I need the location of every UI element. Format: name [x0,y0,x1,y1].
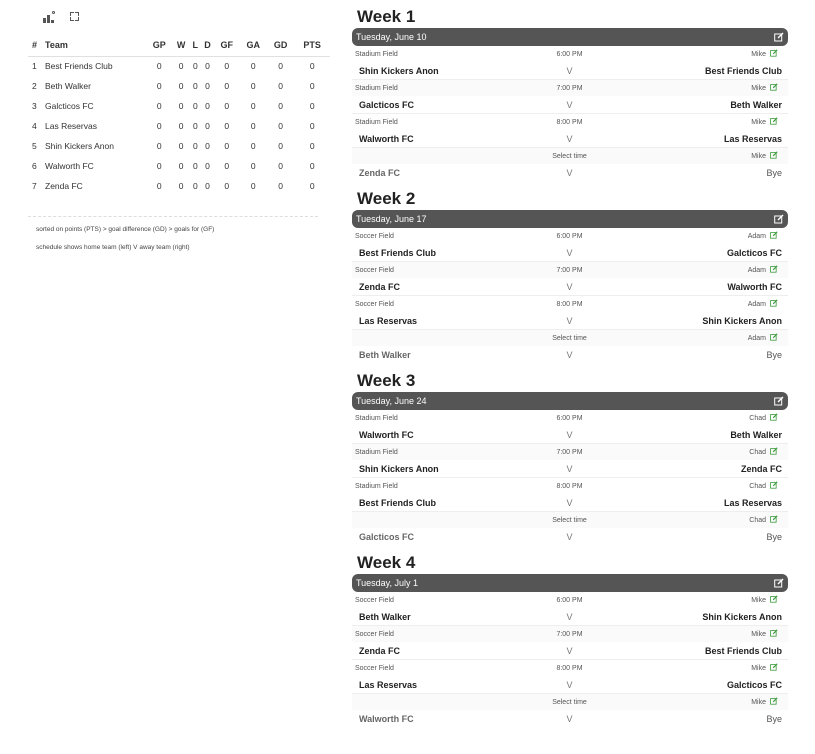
game-meta [352,228,788,244]
game-teams [352,130,788,148]
edit-icon[interactable] [770,83,778,93]
stat-cell: 1 [32,61,37,72]
versus-label: V [566,247,573,258]
field-name[interactable]: Soccer Field [355,266,394,274]
standings-col-header[interactable]: GD [267,34,294,56]
game-meta [352,296,788,312]
stat-cell: 0 [309,181,315,191]
game-meta [352,330,788,346]
official [647,515,788,525]
away-team[interactable]: Beth Walker [730,99,782,110]
stat-cell: 0 [224,61,230,72]
official [647,117,788,127]
stat-cell: 4 [32,121,37,131]
away-team[interactable]: Las Reservas [723,133,782,144]
game-time[interactable]: Select time [552,516,587,524]
week-section [352,0,788,182]
game-time[interactable]: 6:00 PM [556,596,583,604]
week-section [352,546,788,728]
versus-label: V [566,611,573,622]
stat-cell: 0 [192,61,198,72]
stat-cell: 0 [250,121,256,131]
home-team[interactable]: Beth Walker [359,611,411,622]
table-row [28,156,330,176]
table-row [28,96,330,116]
week-date: Tuesday, June 10 [356,32,427,42]
week-date-bar [352,392,788,410]
edit-icon[interactable] [774,32,784,42]
standings-table [28,34,330,196]
game-time[interactable]: 6:00 PM [556,232,583,240]
game-list [352,46,788,182]
away-team[interactable]: Bye [766,532,782,542]
game-list [352,228,788,364]
week-date: Tuesday, June 17 [356,214,427,224]
game-row [352,148,788,182]
game-list [352,592,788,728]
field-name[interactable]: Soccer Field [355,232,394,240]
stat-cell: 0 [156,141,162,151]
home-team[interactable]: Galcticos FC [359,532,415,542]
sort-note: sorted on points (PTS) > goal difference (GD) > goals for (GF) [36,226,215,233]
edit-icon[interactable] [770,697,778,707]
table-row [28,76,330,96]
schedule-panel [352,0,788,728]
game-meta [352,80,788,96]
edit-icon[interactable] [770,299,778,309]
official [647,413,788,423]
stat-cell: 0 [205,101,210,111]
official [647,481,788,491]
stat-cell: 0 [309,141,315,151]
versus-label: V [566,645,573,656]
edit-icon[interactable] [770,49,778,59]
official-name[interactable]: Mike [751,630,766,638]
edit-icon[interactable] [774,578,784,588]
away-team[interactable]: Best Friends Club [704,65,782,76]
game-meta [352,512,788,528]
game-row [352,262,788,296]
week-title: Week 4 [357,553,416,572]
standings-col-header[interactable]: GF [214,34,239,56]
official [647,265,788,275]
stat-cell: 0 [178,101,184,111]
stat-cell: 0 [178,141,184,151]
stat-cell: 0 [224,121,230,131]
edit-icon[interactable] [770,117,778,127]
stat-cell: 0 [278,61,283,72]
stat-cell: 0 [156,81,162,91]
game-time[interactable]: Select time [552,334,587,342]
versus-label: V [566,133,573,144]
game-teams [352,642,788,660]
versus-label: V [566,679,573,690]
edit-icon[interactable] [770,629,778,639]
team-name-cell[interactable]: Best Friends Club [45,61,113,72]
edit-icon[interactable] [770,231,778,241]
stat-cell: 0 [192,161,198,171]
official-name[interactable]: Adam [747,266,766,274]
table-row [28,176,330,196]
away-team[interactable]: Bye [766,168,782,178]
game-meta [352,626,788,642]
home-team[interactable]: Galcticos FC [359,99,415,110]
stat-cell: 0 [278,121,283,131]
game-time[interactable]: 8:00 PM [556,118,583,126]
stat-cell: 0 [156,121,162,131]
stat-cell: 0 [278,101,283,111]
versus-label: V [566,532,573,542]
stat-cell: 0 [278,161,283,171]
stat-cell: 2 [32,81,37,91]
home-team[interactable]: Las Reservas [359,679,418,690]
stat-cell: 0 [192,121,198,131]
schedule-note: schedule shows home team (left) V away team (right) [36,244,190,251]
game-teams [352,710,788,728]
stat-cell: 0 [309,121,315,131]
edit-icon[interactable] [770,151,778,161]
stat-cell: 0 [224,181,230,191]
official-name[interactable]: Adam [747,300,766,308]
game-time[interactable]: 7:00 PM [556,266,583,274]
game-row [352,694,788,728]
official [647,333,788,343]
stat-cell: 0 [224,81,230,91]
stat-cell: 0 [156,61,162,72]
edit-icon[interactable] [770,595,778,605]
stat-cell: 0 [178,121,184,131]
week-title: Week 3 [357,371,416,390]
official-name[interactable]: Chad [749,448,766,456]
home-team[interactable]: Zenda FC [359,168,401,178]
game-meta [352,660,788,676]
game-row [352,80,788,114]
stat-cell: 0 [178,161,184,171]
away-team[interactable]: Walworth FC [727,281,782,292]
field-name[interactable]: Soccer Field [355,664,394,672]
game-time[interactable]: 6:00 PM [556,414,583,422]
game-row [352,330,788,364]
stat-cell: 0 [205,121,210,131]
away-team[interactable]: Galcticos FC [726,247,782,258]
game-teams [352,96,788,114]
game-meta [352,46,788,62]
official-name[interactable]: Mike [751,50,766,58]
stat-cell: 6 [32,161,37,171]
home-team[interactable]: Best Friends Club [359,497,437,508]
stat-cell: 0 [192,101,198,111]
game-teams [352,312,788,330]
game-time[interactable]: 8:00 PM [556,664,583,672]
home-team[interactable]: Shin Kickers Anon [359,65,439,76]
official-name[interactable]: Mike [751,698,766,706]
away-team[interactable]: Beth Walker [730,429,782,440]
official [647,663,788,673]
game-meta [352,114,788,130]
stat-cell: 0 [309,101,315,111]
team-name-cell[interactable]: Shin Kickers Anon [45,141,114,151]
standings-col-header[interactable]: PTS [294,34,330,56]
official [647,595,788,605]
game-time[interactable]: 7:00 PM [556,630,583,638]
team-name-cell[interactable]: Walworth FC [45,161,94,171]
stat-cell: 0 [309,161,315,171]
official-name[interactable]: Mike [751,152,766,160]
standings-col-header[interactable]: GP [146,34,172,56]
stat-cell: 0 [178,181,184,191]
official-name[interactable]: Mike [751,596,766,604]
edit-icon[interactable] [774,214,784,224]
official-name[interactable]: Chad [749,482,766,490]
game-time[interactable]: 6:00 PM [556,50,583,58]
game-row [352,46,788,80]
game-teams [352,346,788,364]
game-row [352,114,788,148]
game-time[interactable]: Select time [552,698,587,706]
home-team[interactable]: Walworth FC [359,714,414,724]
game-teams [352,676,788,694]
game-meta [352,262,788,278]
stat-cell: 0 [250,161,256,171]
stat-cell: 0 [156,161,162,171]
versus-label: V [566,281,573,292]
game-meta [352,148,788,164]
game-teams [352,164,788,182]
game-meta [352,410,788,426]
home-team[interactable]: Best Friends Club [359,247,437,258]
standings-col-header[interactable]: W [172,34,189,56]
official-name[interactable]: Mike [751,84,766,92]
field-name[interactable]: Stadium Field [355,414,398,422]
stat-cell: 0 [250,181,256,191]
fullscreen-icon[interactable] [68,10,82,24]
official-name[interactable]: Mike [751,664,766,672]
game-time[interactable]: 8:00 PM [556,300,583,308]
standings-col-header[interactable]: # [28,34,42,56]
team-name-cell[interactable]: Zenda FC [45,181,83,191]
stat-cell: 0 [156,101,162,111]
game-teams [352,608,788,626]
stat-cell: 0 [250,61,256,72]
game-time[interactable]: 8:00 PM [556,482,583,490]
stat-cell: 0 [309,61,315,72]
field-name[interactable]: Soccer Field [355,630,394,638]
standings-panel [28,8,330,251]
stat-cell: 0 [224,141,230,151]
away-team[interactable]: Las Reservas [723,497,782,508]
away-team[interactable]: Galcticos FC [726,679,782,690]
field-name[interactable]: Stadium Field [355,118,398,126]
versus-label: V [566,429,573,440]
stat-cell: 0 [224,101,230,111]
official [647,49,788,59]
official-name[interactable]: Mike [751,118,766,126]
stat-cell: 0 [192,181,198,191]
field-name[interactable]: Stadium Field [355,448,398,456]
game-meta [352,478,788,494]
edit-icon[interactable] [770,265,778,275]
stat-cell: 0 [278,141,283,151]
edit-icon[interactable] [770,413,778,423]
stat-cell: 0 [205,81,210,91]
standings-header-row [28,34,330,56]
table-row [28,56,330,76]
stat-cell: 0 [192,141,198,151]
official [647,629,788,639]
home-team[interactable]: Zenda FC [359,645,401,656]
game-row [352,626,788,660]
table-row [28,136,330,156]
home-team[interactable]: Las Reservas [359,315,418,326]
official [647,299,788,309]
field-name[interactable]: Soccer Field [355,596,394,604]
game-time[interactable]: 7:00 PM [556,448,583,456]
game-teams [352,244,788,262]
game-row [352,410,788,444]
official [647,697,788,707]
official [647,151,788,161]
game-teams [352,278,788,296]
podium-icon[interactable] [42,10,56,24]
game-row [352,228,788,262]
away-team[interactable]: Zenda FC [740,463,782,474]
official-name[interactable]: Chad [749,516,766,524]
week-section [352,364,788,546]
away-team[interactable]: Best Friends Club [704,645,782,656]
stat-cell: 0 [205,61,210,72]
versus-label: V [566,714,573,724]
stat-cell: 7 [32,181,37,191]
team-name-cell[interactable]: Las Reservas [45,121,97,131]
home-team[interactable]: Walworth FC [359,429,414,440]
game-row [352,660,788,694]
stat-cell: 0 [309,81,315,91]
stat-cell: 0 [205,161,210,171]
game-teams [352,528,788,546]
stat-cell: 0 [205,181,210,191]
game-teams [352,62,788,80]
week-date: Tuesday, June 24 [356,396,427,406]
game-row [352,512,788,546]
home-team[interactable]: Walworth FC [359,133,414,144]
official [647,447,788,457]
stat-cell: 0 [205,141,210,151]
edit-icon[interactable] [770,663,778,673]
official [647,231,788,241]
stat-cell: 0 [156,181,162,191]
game-meta [352,444,788,460]
field-name[interactable]: Stadium Field [355,50,398,58]
week-section [352,182,788,364]
table-row [28,116,330,136]
game-row [352,444,788,478]
home-team[interactable]: Beth Walker [359,350,411,360]
stat-cell: 0 [278,81,283,91]
stat-cell: 0 [178,81,184,91]
team-name-cell[interactable]: Beth Walker [45,81,91,91]
game-row [352,592,788,626]
stat-cell: 0 [250,141,256,151]
stat-cell: 0 [192,81,198,91]
game-teams [352,460,788,478]
standings-col-header[interactable]: L [190,34,201,56]
game-meta [352,694,788,710]
stat-cell: 3 [32,101,37,111]
stat-cell: 0 [250,101,256,111]
versus-label: V [566,65,573,76]
week-date-bar [352,574,788,592]
stat-cell: 0 [278,181,283,191]
home-team[interactable]: Shin Kickers Anon [359,463,439,474]
team-name-cell[interactable]: Galcticos FC [45,101,94,111]
game-teams [352,426,788,444]
away-team[interactable]: Bye [766,714,782,724]
field-name[interactable]: Soccer Field [355,300,394,308]
game-meta [352,592,788,608]
game-row [352,478,788,512]
stat-cell: 0 [250,81,256,91]
edit-icon[interactable] [770,481,778,491]
away-team[interactable]: Shin Kickers Anon [702,315,782,326]
versus-label: V [566,497,573,508]
week-date: Tuesday, July 1 [356,578,419,588]
stat-cell: 0 [224,161,230,171]
edit-icon[interactable] [770,447,778,457]
standings-col-header[interactable]: Team [42,34,146,56]
divider [28,216,318,217]
edit-icon[interactable] [770,333,778,343]
official [647,83,788,93]
official-name[interactable]: Adam [747,232,766,240]
stat-cell: 0 [178,61,184,72]
away-team[interactable]: Shin Kickers Anon [702,611,782,622]
game-row [352,296,788,330]
home-team[interactable]: Zenda FC [359,281,401,292]
official-name[interactable]: Adam [747,334,766,342]
game-time[interactable]: 7:00 PM [556,84,583,92]
week-date-bar [352,28,788,46]
game-time[interactable]: Select time [552,152,587,160]
versus-label: V [566,315,573,326]
versus-label: V [566,168,573,178]
away-team[interactable]: Bye [766,350,782,360]
standings-toolbar [28,8,330,26]
week-title: Week 2 [357,189,416,208]
edit-icon[interactable] [774,396,784,406]
versus-label: V [566,463,573,474]
game-teams [352,494,788,512]
game-list [352,410,788,546]
stat-cell: 5 [32,141,37,151]
official-name[interactable]: Chad [749,414,766,422]
standings-col-header[interactable]: D [201,34,214,56]
standings-col-header[interactable]: GA [239,34,266,56]
field-name[interactable]: Stadium Field [355,482,398,490]
versus-label: V [566,350,573,360]
week-title: Week 1 [357,7,416,26]
week-date-bar [352,210,788,228]
versus-label: V [566,99,573,110]
edit-icon[interactable] [770,515,778,525]
field-name[interactable]: Stadium Field [355,84,398,92]
